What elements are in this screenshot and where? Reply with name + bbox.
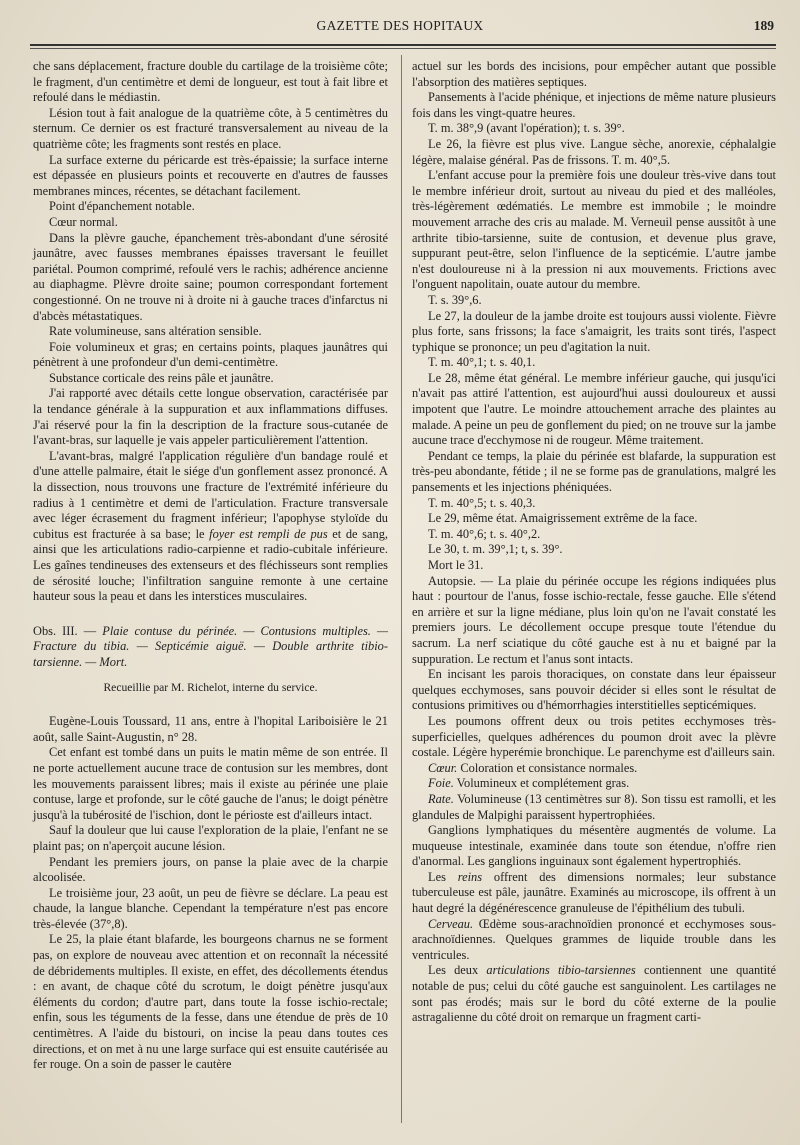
paragraph: Pendant les premiers jours, on panse la plaie avec de la charpie alcoolisée. bbox=[33, 854, 388, 885]
paragraph: Le 26, la fièvre est plus vive. Langue sèche, anorexie, céphalalgie légère, malaise général. Pas de frissons. T. m. 40°,5. bbox=[412, 136, 776, 167]
paragraph: T. m. 40°,1; t. s. 40,1. bbox=[428, 355, 536, 370]
paragraph: Point d'épanchement notable. bbox=[49, 199, 195, 214]
observation-credit: Recueillie par M. Richelot, interne du service. bbox=[103, 680, 318, 694]
paragraph: Dans la plèvre gauche, épanchement très-abondant d'une sérosité jaunâtre, avec fausses membranes épaisses traversant le feuillet pariétal. Poumon comprimé, refoulé vers le rachis; adhérence ancienne au diaphagme. Plèvre droite saine; poumon correspondant fortement congestionné. On ne trouve ni à droite ni à gauche traces d'infarctus ni d'abcès métastatiques. bbox=[33, 230, 388, 323]
paragraph: T. s. 39°,6. bbox=[428, 292, 482, 307]
page-number: 189 bbox=[753, 18, 774, 33]
text-run: offrent des dimensions normales; leur substance tuberculeuse est pâle, jaunâtre. Examinés au microscope, ils offrent à un haut degré la dégénérescence granuleuse de l'épithélium des tubuli. bbox=[412, 869, 776, 916]
paragraph: Les poumons offrent deux ou trois petites ecchymoses très-superficielles, quelques adhérences du poumon droit avec la plèvre costale. Légère hyperémie bronchique. Le parenchyme est d'ailleurs sain. bbox=[412, 713, 776, 760]
paragraph: T. m. 40°,5; t. s. 40,3. bbox=[428, 495, 536, 510]
paragraph: Cœur normal. bbox=[49, 214, 118, 229]
paragraph bbox=[412, 761, 776, 777]
paragraph: Ganglions lymphatiques du mésentère augmentés de volume. La muqueuse intestinale, examinée dans toute son étendue, n'offre rien d'anormal. Les ganglions inguinaux sont également hypertrophiés. bbox=[412, 823, 776, 869]
text-run: contiennent une quantité notable de pus; celui du côté gauche est sanguinolent. Les cartilages ne sont pas érodés; mais sur le bord du côté externe de la poulie astragalienne du côté droit on remarque un fragment carti- bbox=[412, 963, 776, 1025]
spacer bbox=[33, 695, 388, 714]
paragraph bbox=[412, 963, 776, 1025]
paragraph: Le 25, la plaie étant blafarde, les bourgeons charnus ne se forment pas, on explore de nouveau avec attention et on reconnaît la nécessité de débridements multiples. Il existe, en effet, des décollements étendus : en avant, de chaque côté du scrotum, le doigt pénètre jusqu'aux éléments du cordon; d'autre part, dans toute la fosse ischio-rectale; enfin, sous les téguments de la fesse, dans une étendue de près de 10 centimètres. A l'aide du bistouri, on incise la peau dans toutes ces directions, et on met à nu une large surface qui est ensuite cautérisée au fer rouge. On a soin de passer le cautère bbox=[33, 932, 388, 1072]
paragraph: Pansements à l'acide phénique, et injections de même nature plusieurs fois dans les vingt-quatre heures. bbox=[412, 90, 776, 120]
paragraph: En incisant les parois thoraciques, on constate dans leur épaisseur quelques ecchymoses, sans pouvoir décider si elles sont le résultat de contusions primitives ou d'hémorrhagies interstitielles septicémiques. bbox=[412, 667, 776, 713]
observation-title: Plaie contuse du périnée. — Contusions multiples. — Fracture du tibia. — Septicémie aiguë. — Double arthrite tibio-tarsienne. — Mort. bbox=[33, 623, 388, 669]
paragraph: Le troisième jour, 23 août, un peu de fièvre se déclare. La peau est chaude, la langue blanche. Cependant la température n'est pas encore très-élevée (37°,8). bbox=[33, 885, 388, 931]
paragraph: T. m. 40°,6; t. s. 40°,2. bbox=[428, 526, 541, 541]
paragraph bbox=[33, 449, 388, 605]
paragraph: Le 29, même état. Amaigrissement extrême de la face. bbox=[428, 511, 698, 526]
italic-text: articulations tibio-tarsiennes bbox=[486, 963, 636, 978]
paragraph: T. m. 38°,9 (avant l'opération); t. s. 39°. bbox=[428, 121, 625, 136]
paragraph: Substance corticale des reins pâle et jaunâtre. bbox=[49, 370, 274, 385]
italic-label: Cœur. bbox=[428, 760, 458, 775]
text-run: Les deux bbox=[428, 963, 487, 978]
paragraph: Le 30, t. m. 39°,1; t, s. 39°. bbox=[428, 542, 563, 557]
text-run: Volumineuse (13 centimètres sur 8). Son tissu est ramolli, et les glandules de Malpighi paraissent hypertrophiées. bbox=[412, 791, 776, 822]
paragraph: Lésion tout à fait analogue de la quatrième côte, à 5 centimètres du sternum. Ce dernier os est fracturé transversalement au niveau de la quatrième côte; les fragments sont restés en place. bbox=[33, 105, 388, 151]
paragraph: Rate volumineuse, sans altération sensible. bbox=[49, 324, 262, 339]
header-rule-thin bbox=[30, 48, 776, 49]
header-title: GAZETTE DES HOPITAUX bbox=[316, 18, 484, 33]
paragraph: Sauf la douleur que lui cause l'exploration de la plaie, l'enfant ne se plaint pas; on n'aperçoit aucune lésion. bbox=[33, 823, 388, 853]
paragraph bbox=[412, 870, 776, 917]
observation-heading bbox=[33, 624, 388, 671]
page-header bbox=[0, 18, 800, 40]
paragraph: Le 28, même état général. Le membre inférieur gauche, qui jusqu'ici n'avait pas attiré l'attention, est aujourd'hui aussi douloureux et aussi impotent que l'autre. Le moindre attouchement arrache des plaintes au malade. A peine un peu de gonflement du pied; on ne trouve sur la jambe aucune trace d'ecchymose ni de rougeur. Même traitement. bbox=[412, 370, 776, 448]
left-column bbox=[33, 59, 388, 1073]
italic-label: Foie. bbox=[428, 776, 454, 791]
paragraph bbox=[412, 792, 776, 823]
observation-label: Obs. III. — bbox=[33, 623, 103, 638]
italic-label: Cerveau. bbox=[428, 916, 474, 931]
paragraph bbox=[412, 917, 776, 964]
text-run: et de sang, ainsi que les articulations radio-carpienne et radio-cubitale inférieure. Les gaînes tendineuses des extenseurs et des fléchisseurs sont remplies de sérosité louche; l'infiltration sanguine remonte à une certaine hauteur sous la peau et dans les interstices musculaires. bbox=[33, 526, 388, 604]
paragraph: L'enfant accuse pour la première fois une douleur très-vive dans tout le membre inférieur droit, surtout au niveau du pied et des malléoles, très-légèrement œdématiés. Le membre est immobile ; le moindre mouvement arrache des cris au malade. M. Verneuil pense aussitôt à une arthrite tibio-tarsienne, suite de contusion, et devenue plus grave, suppurant peut-être, selon l'influence de la septicémie. L'autre jambe n'est douloureuse ni à la pression ni aux mouvements. Frictions avec l'onguent napolitain, ouate autour du membre. bbox=[412, 168, 776, 292]
paragraph: Cet enfant est tombé dans un puits le matin même de son entrée. Il ne porte actuellement aucune trace de contusion sur les membres, dont les mouvements paraissent libres; mais il existe au périnée une plaie contuse, large et profonde, sur le côté gauche de l'anus; le doigt pénètre jusqu'à la tubérosité de l'ischion, dont le périoste est d'ailleurs intact. bbox=[33, 745, 388, 822]
text-run: Coloration et consistance normales. bbox=[457, 760, 638, 775]
italic-label: Rate. bbox=[428, 791, 454, 806]
paragraph bbox=[412, 776, 776, 792]
text-run: L'avant-bras, malgré l'application régulière d'un bandage roulé et d'une attelle palmaire, était le siége d'un gonflement assez prononcé. A la dissection, nous trouvons une fracture de l'extrémité inférieure du radius à 1 centimètre et demi de l'articulation. Fracture transversale avec léger écrasement du fragment inférieur; l'apophyse styloïde du cubitus est fracturée à sa base; le bbox=[33, 448, 388, 541]
paragraph: Autopsie. — La plaie du périnée occupe les régions indiquées plus haut : pourtour de l'anus, fosse ischio-rectale, fesse gauche. Elle s'étend en arrière et sur la ligne médiane, plus loin qu'on ne l'avait constaté les premiers jours. Le décollement occupe presque toute l'étendue du sacrum. La nerf sciatique du côté gauche est à nu et baigné par la suppuration. Le rectum et l'anus sont intacts. bbox=[412, 573, 776, 666]
text-run: Les bbox=[428, 869, 458, 884]
paragraph: La surface externe du péricarde est très-épaissie; la surface interne est dépassée en plusieurs points et recouverte en d'autres de fausses membranes minces, récentes, se détachant facilement. bbox=[33, 152, 388, 198]
text-run: Volumineux et complétement gras. bbox=[453, 776, 630, 791]
italic-text: reins bbox=[457, 869, 483, 884]
paragraph: Foie volumineux et gras; en certains points, plaques jaunâtres qui pénètrent à une profondeur d'un demi-centimètre. bbox=[33, 339, 388, 370]
text-run: Œdème sous-arachnoïdien prononcé et ecchymoses sous-arachnoïdiennes. Quelques grammes de liquide trouble dans les ventricules. bbox=[412, 916, 776, 962]
paragraph: J'ai rapporté avec détails cette longue observation, caractérisée par la tendance générale à la suppuration et aux inflammations diffuses. J'ai réservé pour la fin la description de la fracture sous-cutanée de l'avant-bras, sur laquelle je vais appeler particulièrement l'attention. bbox=[33, 386, 388, 448]
paragraph: Pendant ce temps, la plaie du périnée est blafarde, la suppuration est très-peu abondante, fétide ; il ne se forme pas de granulations, malgré les pansements et les injections phéniquées. bbox=[412, 448, 776, 495]
right-column bbox=[412, 59, 776, 1026]
header-rule bbox=[30, 44, 776, 46]
paragraph: Mort le 31. bbox=[428, 558, 484, 572]
paragraph: Le 27, la douleur de la jambe droite est toujours aussi violente. Fièvre plus forte, sans frissons; la face s'amaigrit, les traits sont tirés, l'aspect typhique se prononce; un peu d'agitation la nuit. bbox=[412, 308, 776, 354]
spacer bbox=[33, 605, 388, 624]
italic-text: foyer est rempli de pus bbox=[209, 526, 328, 541]
paragraph: actuel sur les bords des incisions, pour empêcher autant que possible l'absorption des matières septiques. bbox=[412, 59, 776, 89]
column-divider bbox=[401, 55, 402, 1123]
paragraph: Eugène-Louis Toussard, 11 ans, entre à l'hopital Lariboisière le 21 août, salle Saint-Augustin, n° 28. bbox=[33, 714, 388, 744]
paragraph: che sans déplacement, fracture double du cartilage de la troisième côte; le fragment, d'un centimètre et demi de longueur, est tout à fait libre et refoulé dans le médiastin. bbox=[33, 59, 388, 105]
